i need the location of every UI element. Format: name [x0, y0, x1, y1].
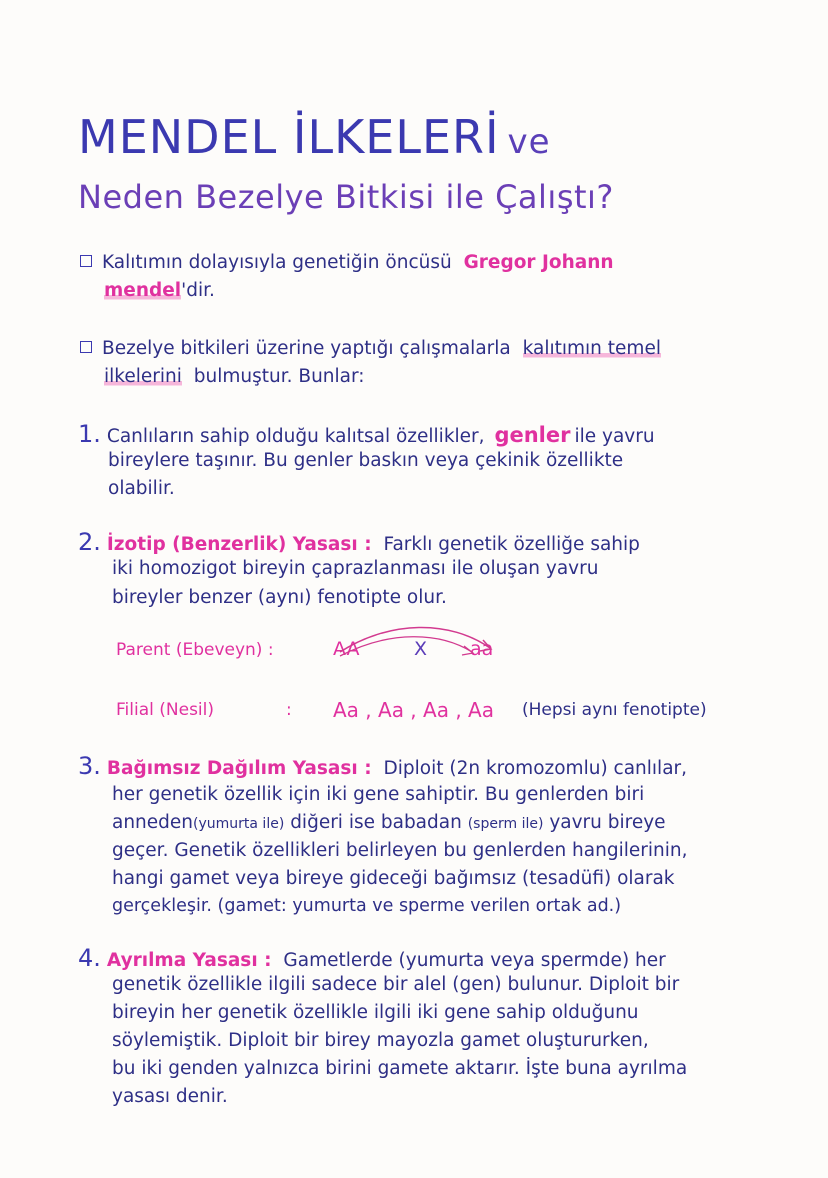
item-3-line-5: hangi gamet veya bireye gideceği bağımsız (tesadüfi) olarak [112, 868, 675, 889]
item-4-line-3: bireyin her genetik özellikle ilgili iki gene sahip olduğunu [112, 1002, 639, 1023]
filial-label: Filial (Nesil) [116, 700, 214, 720]
title-main: MENDEL İLKELERİ [78, 110, 500, 164]
item-2-line-2: iki homozigot bireyin çaprazlanması ile oluşan yavru [112, 558, 599, 579]
item-1-line-2: bireylere taşınır. Bu genler baskın veya çekinik özellikte [108, 450, 624, 471]
item-3-line-2: her genetik özellik için iki gene sahiptir. Bu genlerden biri [112, 784, 645, 805]
item-3-line-4: geçer. Genetik özellikleri belirleyen bu genlerden hangilerinin, [112, 840, 688, 861]
page-subtitle: Neden Bezelye Bitkisi ile Çalıştı? [78, 178, 614, 216]
filial-colon: : [286, 700, 292, 720]
title-ve: ve [507, 122, 551, 162]
checkbox-bullet-icon [80, 341, 92, 353]
bullet-1-line-1: Kalıtımın dolayısıyla genetiğin öncüsü Gregor Johann [80, 252, 614, 273]
parent-label: Parent (Ebeveyn) : [116, 640, 274, 660]
item-1-line-3: olabilir. [108, 478, 175, 499]
bullet-1-line-2: mendel'dir. [104, 280, 215, 301]
bullet-2-line-1: Bezelye bitkileri üzerine yaptığı çalışmalarla kalıtımın temel [80, 338, 661, 359]
page-title [78, 110, 551, 164]
keyword-genler: genler [494, 423, 571, 447]
scientist-name: Gregor Johann [463, 252, 614, 273]
item-3-line-1: 3. Bağımsız Dağılım Yasası : Diploit (2n kromozomlu) canlılar, [78, 752, 688, 780]
item-3-line-6: gerçekleşir. (gamet: yumurta ve sperme verilen ortak ad.) [112, 896, 622, 916]
item-3-line-3: anneden(yumurta ile) diğeri ise babadan (sperm ile) yavru bireye [112, 812, 666, 833]
law-title-izotip: İzotip (Benzerlik) Yasası : [106, 534, 372, 555]
parent-genotype-b: aa [470, 638, 494, 660]
bullet-2-line-2: ilkelerini bulmuştur. Bunlar: [104, 366, 365, 387]
cross-symbol: X [414, 638, 428, 660]
item-1-line-1: 1. Canlıların sahip olduğu kalıtsal özellikler, genler ile yavru [78, 420, 655, 448]
item-4-line-2: genetik özellikle ilgili sadece bir alel (gen) bulunur. Diploit bir [112, 974, 680, 995]
parent-genotype-a: AA [333, 638, 360, 660]
filial-genotypes: Aa , Aa , Aa , Aa [333, 698, 494, 722]
item-2-line-1: 2. İzotip (Benzerlik) Yasası : Farklı genetik özelliğe sahip [78, 528, 640, 556]
scientist-surname: mendel [104, 280, 182, 301]
item-4-line-1: 4. Ayrılma Yasası : Gametlerde (yumurta veya spermde) her [78, 944, 666, 972]
law-title-ayrilma: Ayrılma Yasası : [106, 950, 272, 971]
checkbox-bullet-icon [80, 255, 92, 267]
item-4-line-6: yasası denir. [112, 1086, 228, 1107]
highlight-text: ilkelerini [104, 366, 182, 387]
law-title-bagimsiz: Bağımsız Dağılım Yasası : [106, 758, 372, 779]
filial-note: (Hepsi aynı fenotipte) [522, 700, 707, 720]
item-4-line-4: söylemiştik. Diploit bir birey mayozla gamet oluştururken, [112, 1030, 649, 1051]
item-4-line-5: bu iki genden yalnızca birini gamete aktarır. İşte buna ayrılma [112, 1058, 688, 1079]
highlight-text: kalıtımın temel [522, 338, 661, 359]
item-2-line-3: bireyler benzer (aynı) fenotipte olur. [112, 587, 447, 608]
cross-arrows-icon [330, 626, 510, 666]
